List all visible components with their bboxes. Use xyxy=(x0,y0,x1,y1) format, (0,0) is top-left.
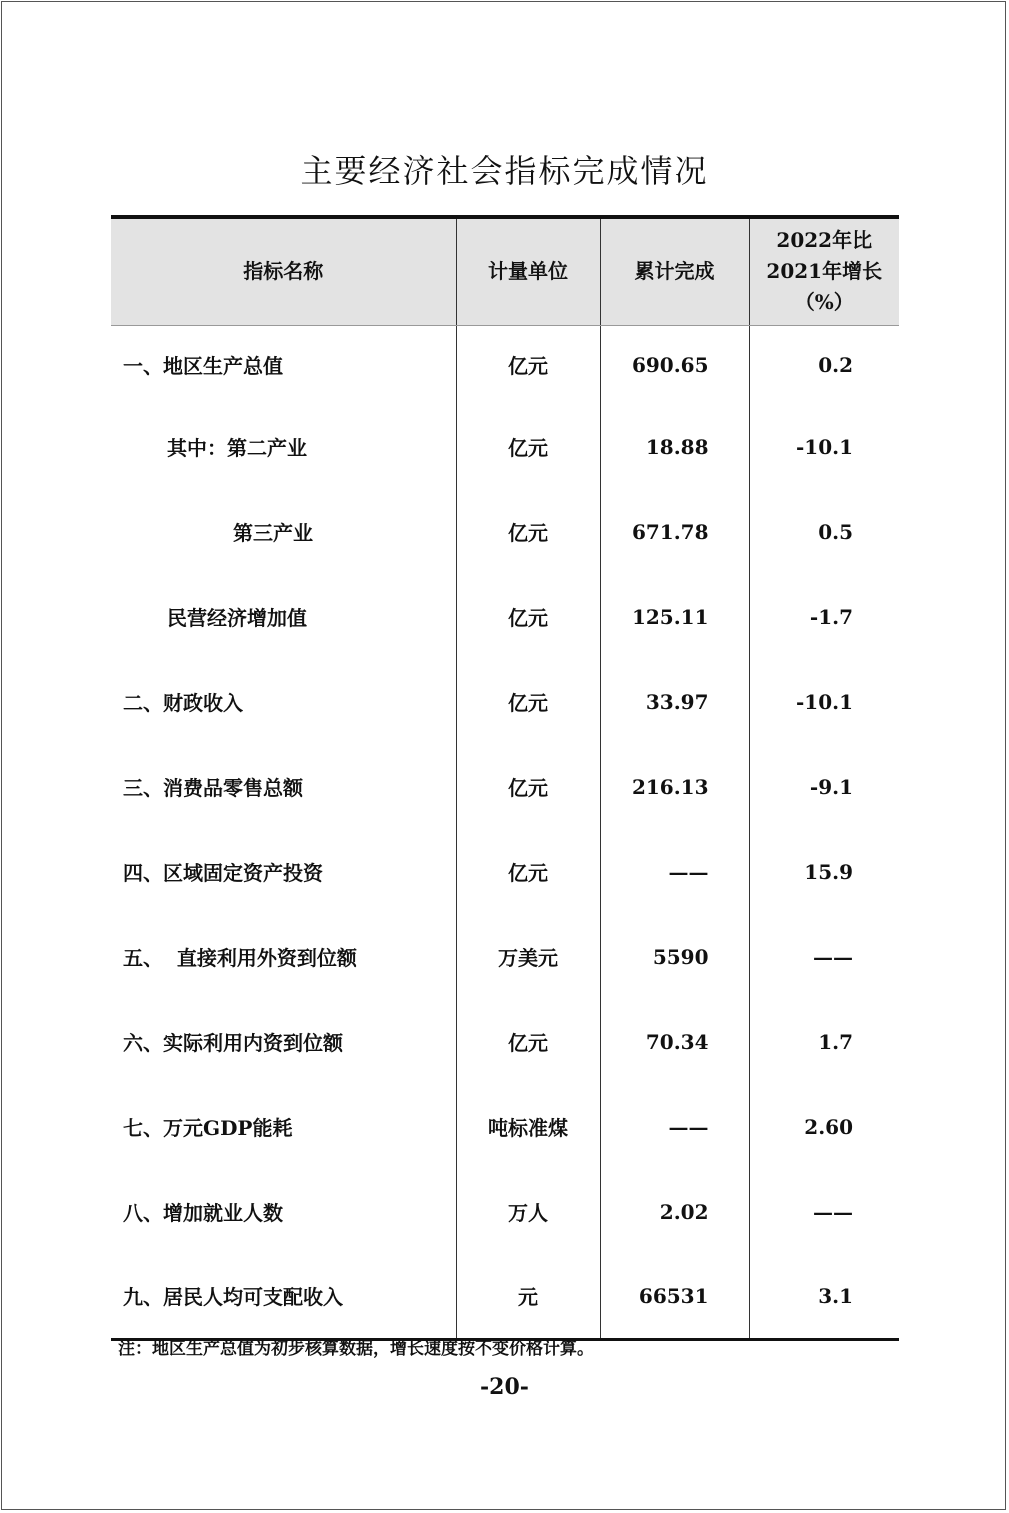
page-number: -20- xyxy=(480,1374,529,1400)
header-growth-line3: （%） xyxy=(794,290,854,315)
row-name: 八、增加就业人数 xyxy=(123,1201,283,1225)
row-unit: 亿元 xyxy=(456,489,600,574)
row-unit: 万美元 xyxy=(456,914,600,999)
table-row xyxy=(111,574,899,659)
row-growth: 15.9 xyxy=(749,829,899,914)
row-name: 第三产业 xyxy=(233,521,313,545)
header-growth xyxy=(749,217,899,325)
row-unit: 亿元 xyxy=(456,574,600,659)
row-name: 六、实际利用内资到位额 xyxy=(123,1031,343,1055)
row-growth: 2.60 xyxy=(749,1084,899,1169)
table-row xyxy=(111,829,899,914)
row-growth: -10.1 xyxy=(749,659,899,744)
row-unit: 元 xyxy=(456,1254,600,1339)
row-value: 5590 xyxy=(600,914,749,999)
row-unit: 吨标准煤 xyxy=(456,1084,600,1169)
row-value: 18.88 xyxy=(600,404,749,489)
row-growth: 0.2 xyxy=(749,325,899,404)
header-unit: 计量单位 xyxy=(456,217,600,325)
row-name: 七、万元GDP能耗 xyxy=(123,1116,293,1140)
row-growth: —— xyxy=(749,914,899,999)
table-footnote: 注：地区生产总值为初步核算数据，增长速度按不变价格计算。 xyxy=(118,1339,594,1359)
table-header-row xyxy=(111,217,899,325)
table-row xyxy=(111,325,899,404)
row-name: 四、区域固定资产投资 xyxy=(123,861,323,885)
row-unit: 亿元 xyxy=(456,659,600,744)
row-value: 33.97 xyxy=(600,659,749,744)
row-value: 125.11 xyxy=(600,574,749,659)
table-row xyxy=(111,1169,899,1254)
table-row xyxy=(111,404,899,489)
row-growth: 0.5 xyxy=(749,489,899,574)
row-growth: 3.1 xyxy=(749,1254,899,1339)
header-growth-line2: 2021年增长 xyxy=(766,259,883,284)
row-name: 三、消费品零售总额 xyxy=(123,776,303,800)
table-row xyxy=(111,489,899,574)
table-row xyxy=(111,1084,899,1169)
row-unit: 亿元 xyxy=(456,404,600,489)
row-name: 民营经济增加值 xyxy=(167,606,307,630)
row-unit: 亿元 xyxy=(456,999,600,1084)
row-name: 二、财政收入 xyxy=(123,691,243,715)
row-name: 一、地区生产总值 xyxy=(123,354,283,379)
row-value: —— xyxy=(600,1084,749,1169)
row-name: 九、居民人均可支配收入 xyxy=(123,1285,343,1310)
row-value: 690.65 xyxy=(600,325,749,404)
row-value: 216.13 xyxy=(600,744,749,829)
indicators-table xyxy=(111,215,899,1341)
row-growth: -9.1 xyxy=(749,744,899,829)
table-row xyxy=(111,1254,899,1339)
row-name: 其中：第二产业 xyxy=(167,436,307,460)
row-value: 66531 xyxy=(600,1254,749,1339)
table-row xyxy=(111,659,899,744)
row-unit: 万人 xyxy=(456,1169,600,1254)
row-unit: 亿元 xyxy=(456,829,600,914)
page-title: 主要经济社会指标完成情况 xyxy=(300,152,709,190)
table-row xyxy=(111,999,899,1084)
row-unit: 亿元 xyxy=(456,325,600,404)
row-growth: -10.1 xyxy=(749,404,899,489)
row-value: 2.02 xyxy=(600,1169,749,1254)
table-row xyxy=(111,744,899,829)
row-growth: 1.7 xyxy=(749,999,899,1084)
header-value: 累计完成 xyxy=(600,217,749,325)
header-growth-line1: 2022年比 xyxy=(776,228,873,253)
row-value: —— xyxy=(600,829,749,914)
row-growth: —— xyxy=(749,1169,899,1254)
row-growth: -1.7 xyxy=(749,574,899,659)
row-value: 671.78 xyxy=(600,489,749,574)
header-name: 指标名称 xyxy=(111,217,456,325)
table-row xyxy=(111,914,899,999)
row-unit: 亿元 xyxy=(456,744,600,829)
row-name: 五、 直接利用外资到位额 xyxy=(123,946,357,970)
row-value: 70.34 xyxy=(600,999,749,1084)
